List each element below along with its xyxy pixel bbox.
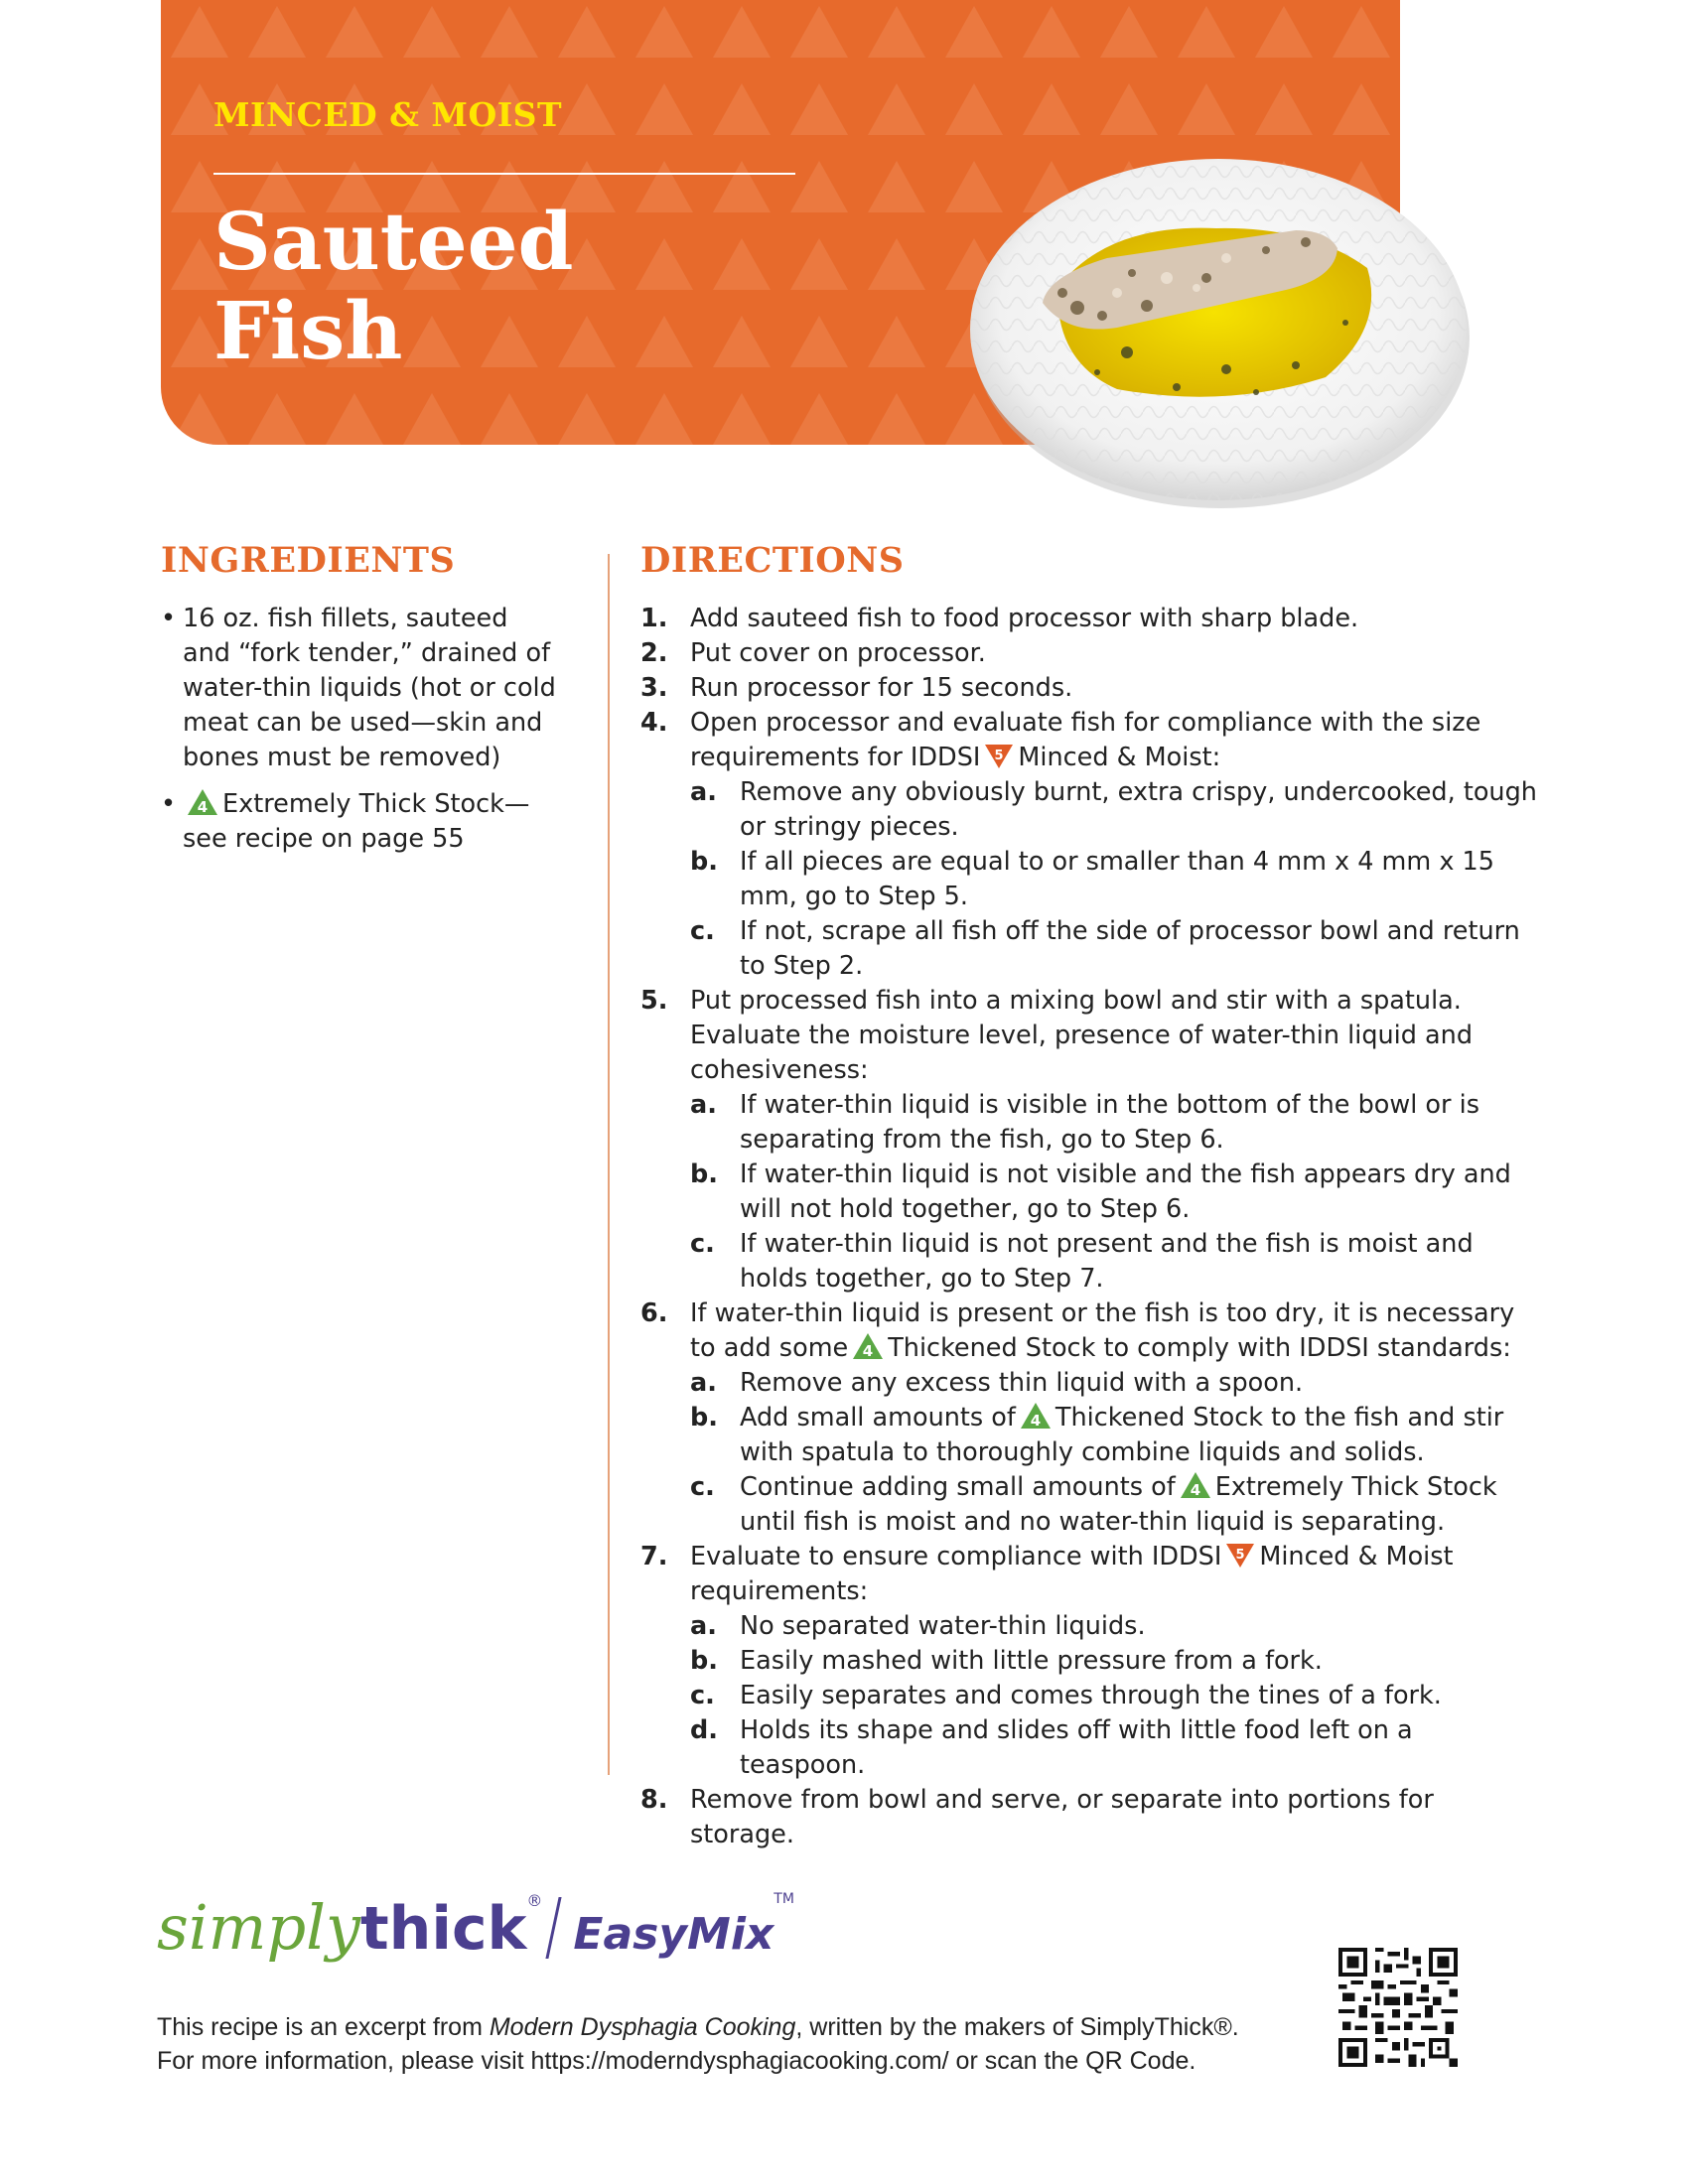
- book-title: Modern Dysphagia Cooking: [489, 2013, 796, 2041]
- iddsi-level5-icon: [984, 744, 1014, 769]
- svg-text:5: 5: [1235, 1548, 1245, 1563]
- brand-logo: [157, 1891, 794, 1990]
- step-number: 1.: [640, 604, 668, 633]
- svg-text:4: • 4: [197, 798, 209, 816]
- direction-substep: [690, 1470, 1544, 1540]
- substep-letter: b.: [690, 1403, 718, 1433]
- step-text: Evaluate to ensure compliance with IDDSI: [690, 1542, 1222, 1571]
- substep-text: If water-thin liquid is visible in the bottom of the bowl or is separating from the fish, go to Step 6.: [740, 1090, 1479, 1155]
- substep-letter: a.: [690, 1611, 717, 1641]
- direction-substep: [690, 1401, 1544, 1470]
- direction-step: [640, 1783, 1544, 1852]
- substep-letter: c.: [690, 1229, 715, 1259]
- iddsi-level4-icon: [1020, 1402, 1052, 1430]
- substep-text: Continue adding small amounts of: [740, 1472, 1176, 1502]
- substep-letter: a.: [690, 1368, 717, 1398]
- direction-step: [640, 602, 1544, 636]
- direction-substep: [690, 1644, 1544, 1679]
- direction-substep: [690, 1609, 1544, 1644]
- step-text: Put processed fish into a mixing bowl and stir with a spatula. Evaluate the moisture level, presence of water-thin liquid and cohesiveness:: [690, 986, 1474, 1085]
- step-text: Run processor for 15 seconds.: [690, 673, 1073, 703]
- substep-text: Add small amounts of: [740, 1403, 1016, 1433]
- directions-heading: DIRECTIONS: [640, 540, 905, 581]
- direction-step: [640, 984, 1544, 1297]
- title-line-2: Fish: [213, 284, 403, 377]
- substep-letter: c.: [690, 916, 715, 946]
- substep-text: If not, scrape all fish off the side of processor bowl and return to Step 2.: [740, 916, 1520, 981]
- step-text: If water-thin liquid is present or the fish is too dry, it is necessary to add some: [690, 1298, 1515, 1363]
- substep-text: No separated water-thin liquids.: [740, 1611, 1146, 1641]
- substep-letter: a.: [690, 1090, 717, 1120]
- plate-photo-icon: [968, 139, 1475, 516]
- substep-letter: b.: [690, 1646, 718, 1676]
- direction-substep: [690, 775, 1544, 845]
- step-text: Open processor and evaluate fish for compliance with the size requirements for IDDSI: [690, 708, 1481, 772]
- step-number: 8.: [640, 1785, 668, 1815]
- svg-text:5: 5: [994, 749, 1004, 763]
- substep-text: Easily separates and comes through the tines of a fork.: [740, 1681, 1442, 1710]
- step-number: 3.: [640, 673, 668, 703]
- step-text: Minced & Moist:: [1018, 743, 1221, 772]
- substep-letter: b.: [690, 847, 718, 877]
- step-number: 2.: [640, 638, 668, 668]
- brand-trademark: TM: [774, 1891, 794, 1907]
- step-text: Minced & Moist requirements:: [690, 1542, 1454, 1606]
- substep-letter: c.: [690, 1681, 715, 1710]
- step-text: Add sauteed fish to food processor with sharp blade.: [690, 604, 1359, 633]
- substep-text: Holds its shape and slides off with little food left on a teaspoon.: [740, 1715, 1413, 1780]
- ingredient-item: [161, 787, 558, 857]
- qr-code-icon[interactable]: [1338, 1948, 1458, 2067]
- direction-step: [640, 1297, 1544, 1540]
- directions-list: [640, 602, 1544, 1852]
- title-line-1: Sauteed: [213, 195, 574, 288]
- ingredient-item: [161, 602, 558, 775]
- direction-substep: [690, 1366, 1544, 1401]
- ingredients-heading: INGREDIENTS: [161, 540, 456, 581]
- direction-step: [640, 671, 1544, 706]
- substep-letter: d.: [690, 1715, 718, 1745]
- direction-step: [640, 636, 1544, 671]
- substep-text: Remove any excess thin liquid with a spoon.: [740, 1368, 1304, 1398]
- ingredient-text: Extremely Thick Stock— see recipe on page 55: [183, 789, 530, 854]
- iddsi-level4-icon: [1180, 1471, 1211, 1499]
- substep-text: Extremely Thick Stock until fish is moist and no water-thin liquid is separating.: [740, 1472, 1497, 1537]
- step-text: Thickened Stock to comply with IDDSI standards:: [888, 1333, 1511, 1363]
- direction-substep: [690, 914, 1544, 984]
- direction-substep: [690, 1679, 1544, 1713]
- svg-text:4: 4: [1030, 1412, 1042, 1430]
- step-number: 7.: [640, 1542, 668, 1571]
- substep-text: If water-thin liquid is not present and the fish is moist and holds together, go to Step 7.: [740, 1229, 1474, 1294]
- iddsi-level4-icon: [852, 1332, 884, 1360]
- ingredients-list: [161, 602, 558, 857]
- step-text: Remove from bowl and serve, or separate into portions for storage.: [690, 1785, 1434, 1849]
- substep-text: If all pieces are equal to or smaller than 4 mm x 4 mm x 15 mm, go to Step 5.: [740, 847, 1494, 911]
- brand-easymix: EasyMix: [573, 1909, 774, 1960]
- substep-letter: c.: [690, 1472, 715, 1502]
- footer-line-1: This recipe is an excerpt from Modern Dysphagia Cooking, written by the makers of SimplyThick®.: [157, 2013, 1239, 2041]
- column-divider: [608, 554, 610, 1775]
- substep-letter: a.: [690, 777, 717, 807]
- direction-step: [640, 706, 1544, 984]
- direction-substep: [690, 1227, 1544, 1297]
- direction-substep: [690, 1088, 1544, 1158]
- substep-text: If water-thin liquid is not visible and the fish appears dry and will not hold together, go to Step 6.: [740, 1160, 1511, 1224]
- substep-text: Thickened Stock to the fish and stir with spatula to thoroughly combine liquids and solids.: [740, 1403, 1504, 1467]
- direction-substep: [690, 845, 1544, 914]
- direction-substep: [690, 1713, 1544, 1783]
- step-number: 4.: [640, 708, 668, 738]
- brand-registered: ®: [526, 1891, 543, 1910]
- direction-substep: [690, 1158, 1544, 1227]
- svg-text:4: 4: [863, 1342, 874, 1360]
- brand-simply: simply: [157, 1891, 360, 1964]
- brand-separator: [546, 1897, 562, 1959]
- direction-step: [640, 1540, 1544, 1783]
- page-title: [213, 197, 573, 375]
- step-number: 5.: [640, 986, 668, 1016]
- category-label: MINCED & MOIST: [213, 95, 563, 134]
- svg-text:4: 4: [1190, 1481, 1200, 1499]
- substep-letter: b.: [690, 1160, 718, 1189]
- substep-text: Easily mashed with little pressure from a fork.: [740, 1646, 1323, 1676]
- iddsi-level4-icon: [187, 788, 218, 816]
- brand-thick: thick: [359, 1894, 527, 1964]
- substep-text: Remove any obviously burnt, extra crispy, undercooked, tough or stringy pieces.: [740, 777, 1537, 842]
- step-text: Put cover on processor.: [690, 638, 986, 668]
- footer-line-2: For more information, please visit https://moderndysphagiacooking.com/ or scan the QR Code.: [157, 2047, 1196, 2075]
- ingredient-text: 16 oz. fish fillets, sauteed and “fork tender,” drained of water-thin liquids (hot or cold meat can be used—skin and bones must be removed): [183, 604, 556, 772]
- header-divider: [213, 173, 795, 175]
- iddsi-level5-icon: [1225, 1543, 1255, 1569]
- footer-text: [157, 2010, 1239, 2078]
- step-number: 6.: [640, 1298, 668, 1328]
